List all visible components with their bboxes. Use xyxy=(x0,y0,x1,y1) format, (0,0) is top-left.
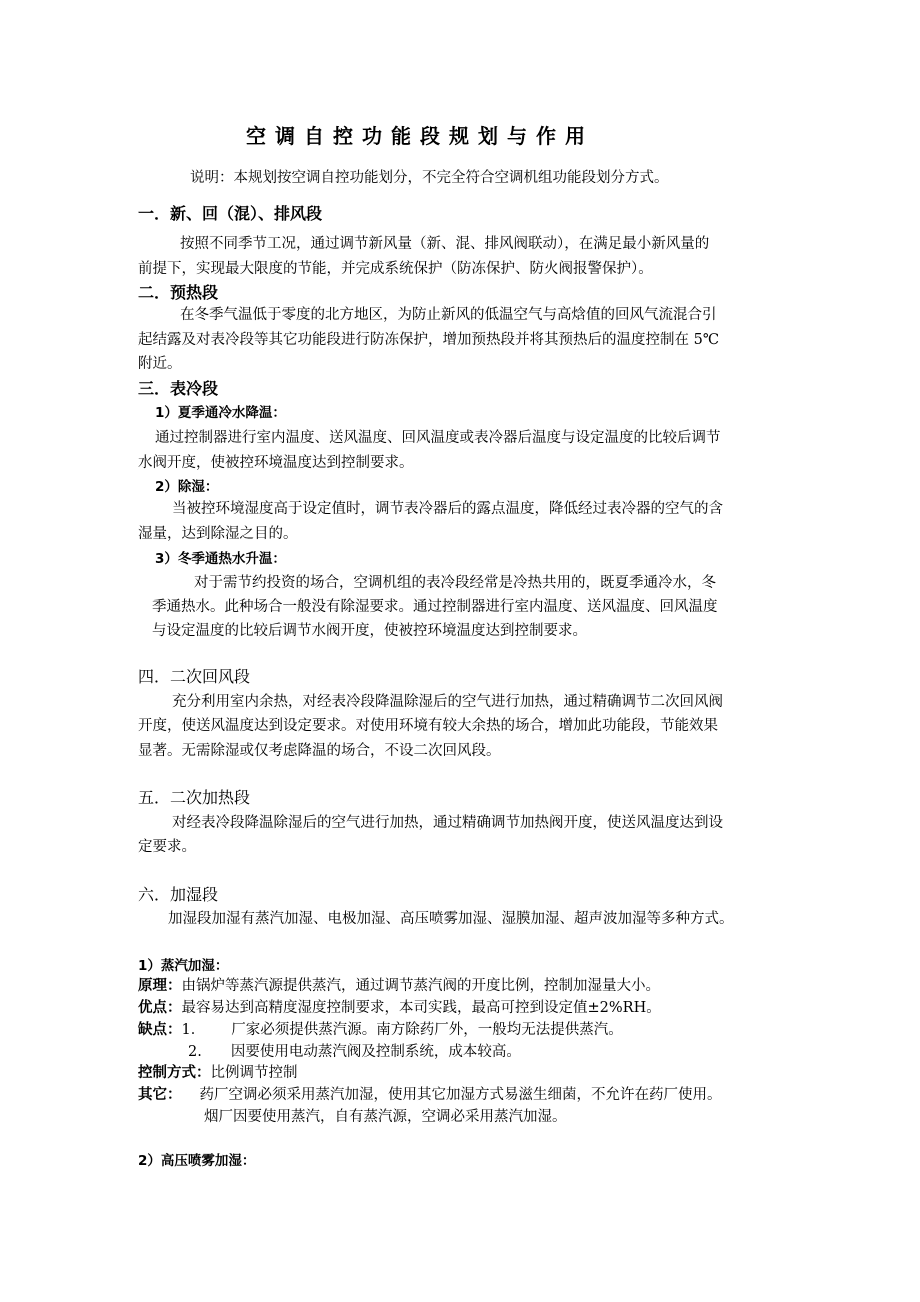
principle-row xyxy=(138,976,660,996)
section-4-para: 显著。无需除湿或仅考虑降温的场合，不设二次回风段。 xyxy=(138,743,501,759)
other-row xyxy=(138,1085,722,1105)
section-3-sub1-para: 通过控制器进行室内温度、送风温度、回风温度或表冷器后温度与设定温度的比较后调节 xyxy=(155,430,721,446)
advantage-text: 最容易达到高精度湿度控制要求，本司实践，最高可控到设定值±2%RH。 xyxy=(181,1000,661,1016)
disadvantage-2-text: 因要使用电动蒸汽阀及控制系统，成本较高。 xyxy=(230,1044,521,1060)
section-3-sub3-para: 与设定温度的比较后调节水阀开度，使被控环境温度达到控制要求。 xyxy=(152,623,587,639)
section-3-sub2-para: 湿量，达到除湿之目的。 xyxy=(138,526,298,542)
section-1-para: 按照不同季节工况，通过调节新风量（新、混、排风阀联动），在满足最小新风量的 xyxy=(180,236,710,252)
disadvantage-row-2 xyxy=(188,1042,521,1062)
page-note: 说明：本规划按空调自控功能划分，不完全符合空调机组功能段划分方式。 xyxy=(190,170,669,186)
section-6-heading: 六．加湿段 xyxy=(138,885,219,904)
section-3-sub1: 1）夏季通冷水降温： xyxy=(155,405,286,421)
page-title: 空调自控功能段规划与作用 xyxy=(246,124,594,148)
section-3-sub3: 3）冬季通热水升温： xyxy=(155,551,286,567)
control-row xyxy=(138,1063,298,1083)
section-6-sub1: 1）蒸汽加湿： xyxy=(138,958,229,974)
section-1-heading: 一．新、回（混）、排风段 xyxy=(138,204,323,223)
control-label: 控制方式： xyxy=(138,1065,211,1081)
section-4-heading: 四．二次回风段 xyxy=(138,667,251,686)
section-5-heading: 五．二次加热段 xyxy=(138,788,251,807)
section-5-para: 对经表冷段降温除湿后的空气进行加热，通过精确调节加热阀开度，使送风温度达到设 xyxy=(172,815,723,831)
advantage-row xyxy=(138,998,661,1018)
control-text: 比例调节控制 xyxy=(210,1065,298,1081)
principle-text: 由锅炉等蒸汽源提供蒸汽，通过调节蒸汽阀的开度比例，控制加湿量大小。 xyxy=(181,978,660,994)
other-text-2: 烟厂因要使用蒸汽，自有蒸汽源，空调必采用蒸汽加湿。 xyxy=(204,1109,567,1125)
section-2-heading: 二．预热段 xyxy=(138,283,219,302)
section-6-para: 加湿段加湿有蒸汽加湿、电极加湿、高压喷雾加湿、湿膜加湿、超声波加湿等多种方式。 xyxy=(168,911,734,927)
disadvantage-1-num: 1． xyxy=(181,1022,206,1038)
section-4-para: 充分利用室内余热，对经表冷段降温除湿后的空气进行加热，通过精确调节二次回风阀 xyxy=(172,694,723,710)
disadvantage-1-text: 厂家必须提供蒸汽源。南方除药厂外，一般均无法提供蒸汽。 xyxy=(231,1022,623,1038)
disadvantage-label: 缺点： xyxy=(138,1022,182,1038)
section-3-sub1-para: 水阀开度，使被控环境温度达到控制要求。 xyxy=(138,455,414,471)
other-text-1: 药厂空调必须采用蒸汽加湿，使用其它加湿方式易滋生细菌，不允许在药厂使用。 xyxy=(199,1087,722,1103)
section-3-sub3-para: 季通热水。此种场合一般没有除湿要求。通过控制器进行室内温度、送风温度、回风温度 xyxy=(152,599,718,615)
disadvantage-2-num: 2. xyxy=(188,1044,202,1060)
other-label: 其它： xyxy=(138,1087,182,1103)
section-6-sub2: 2）高压喷雾加湿： xyxy=(138,1153,256,1169)
disadvantage-row xyxy=(138,1020,623,1040)
section-5-para: 定要求。 xyxy=(138,839,196,855)
section-1-para: 前提下，实现最大限度的节能，并完成系统保护（防冻保护、防火阀报警保护）。 xyxy=(138,261,653,277)
advantage-label: 优点： xyxy=(138,1000,182,1016)
section-2-para: 起结露及对表冷段等其它功能段进行防冻保护，增加预热段并将其预热后的温度控制在 5℃ xyxy=(138,332,720,348)
section-2-para: 在冬季气温低于零度的北方地区，为防止新风的低温空气与高焓值的回风气流混合引 xyxy=(180,307,717,323)
section-3-sub2-para: 当被控环境湿度高于设定值时，调节表冷器后的露点温度，降低经过表冷器的空气的含 xyxy=(172,501,723,517)
section-2-para: 附近。 xyxy=(138,356,182,372)
section-4-para: 开度，使送风温度达到设定要求。对使用环境有较大余热的场合，增加此功能段，节能效果 xyxy=(138,718,718,734)
section-3-heading: 三．表冷段 xyxy=(138,379,219,398)
section-3-sub2: 2）除湿： xyxy=(155,479,219,495)
section-3-sub3-para: 对于需节约投资的场合，空调机组的表冷段经常是冷热共用的，既夏季通冷水，冬 xyxy=(194,575,716,591)
principle-label: 原理： xyxy=(138,978,182,994)
